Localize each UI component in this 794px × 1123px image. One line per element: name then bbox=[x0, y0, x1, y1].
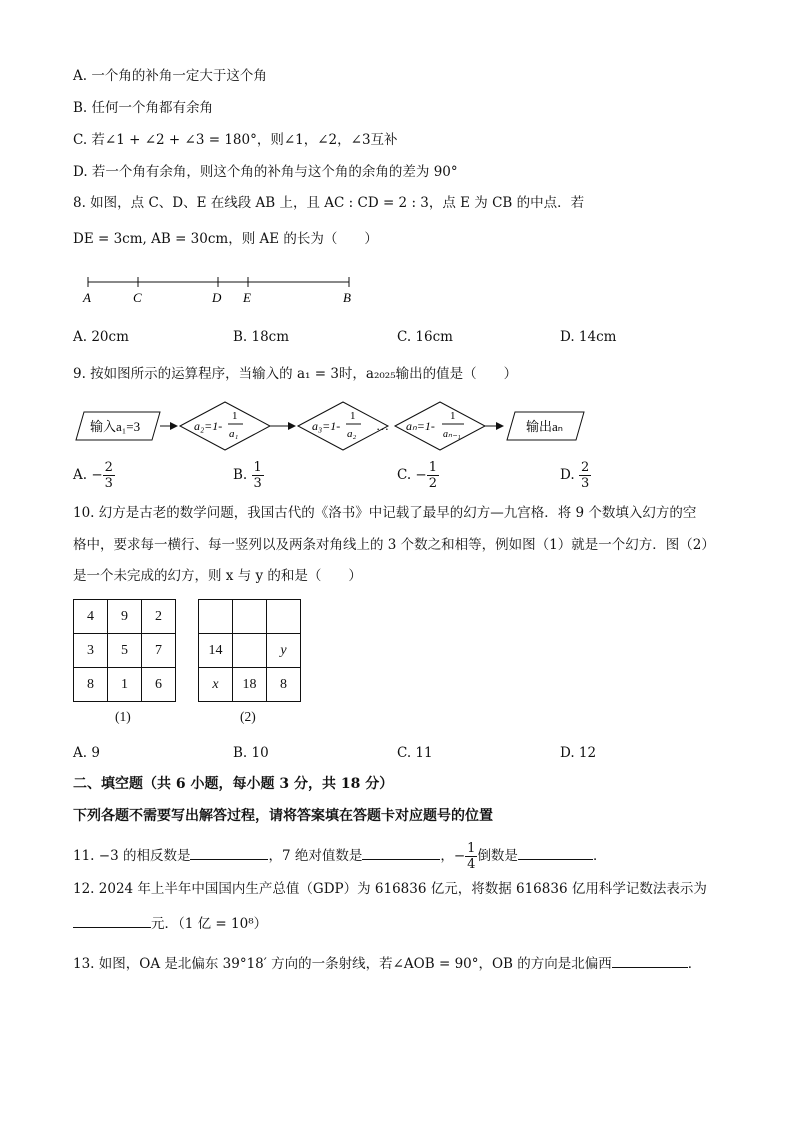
q8-option-b: B. 18cm bbox=[233, 329, 290, 345]
q11-blank-1[interactable] bbox=[190, 845, 268, 860]
point-label-e: E bbox=[243, 290, 251, 305]
grid1-cell: 3 bbox=[74, 634, 108, 668]
q8-option-a: A. 20cm bbox=[73, 329, 129, 345]
q13-blank[interactable] bbox=[612, 953, 688, 968]
grid1-cell: 5 bbox=[108, 634, 142, 668]
q9-option-b-den: 3 bbox=[253, 476, 262, 491]
diamond2-left: a₃=1- bbox=[312, 419, 341, 433]
q9-option-d-den: 3 bbox=[580, 476, 590, 491]
q7-option-a: A. 一个角的补角一定大于这个角 bbox=[73, 68, 267, 84]
q10-option-c: C. 11 bbox=[397, 745, 433, 761]
q11-part2: ，7 绝对值数是 bbox=[268, 848, 363, 864]
section-instruction: 下列各题不需要写出解答过程，请将答案填在答题卡对应题号的位置 bbox=[73, 808, 493, 824]
q13-end: ． bbox=[687, 956, 702, 972]
grid1-caption: (1) bbox=[115, 709, 131, 724]
q9-option-b-num: 1 bbox=[253, 460, 262, 475]
grid2-cell bbox=[267, 600, 301, 634]
magic-square-1 bbox=[73, 599, 176, 702]
grid2-cell: y bbox=[267, 634, 301, 668]
q11-blank-3[interactable] bbox=[518, 845, 593, 860]
q12-blank[interactable] bbox=[73, 913, 151, 928]
q9-option-b bbox=[233, 460, 264, 491]
diamond2-num: 1 bbox=[350, 410, 356, 422]
segment-diagram bbox=[78, 272, 378, 312]
grid2-cell: x bbox=[199, 668, 233, 702]
point-label-b: B bbox=[343, 290, 351, 305]
q12-line2 bbox=[73, 913, 267, 934]
point-label-a: A bbox=[83, 290, 91, 305]
q12-line2-text: 元．（1 亿 = 10⁸） bbox=[151, 916, 268, 932]
q9-option-c-den: 2 bbox=[428, 476, 438, 491]
q9-option-a-num: 2 bbox=[104, 460, 113, 475]
q11-blank-2[interactable] bbox=[362, 845, 440, 860]
grid2-cell bbox=[233, 634, 267, 668]
q10-option-b: B. 10 bbox=[233, 745, 269, 761]
q9-option-c bbox=[397, 460, 439, 491]
q7-option-c: C. 若∠1 + ∠2 + ∠3 = 180°，则∠1，∠2，∠3互补 bbox=[73, 132, 398, 148]
grid1-cell: 8 bbox=[74, 668, 108, 702]
q8-stem-line2: DE = 3cm, AB = 30cm，则 AE 的长为（ ） bbox=[73, 231, 378, 247]
diamond1-left: a₂=1- bbox=[194, 419, 223, 433]
grid2-cell: 14 bbox=[199, 634, 233, 668]
flowchart bbox=[70, 400, 590, 454]
q10-stem-line2: 格中，要求每一横行、每一竖列以及两条对角线上的 3 个数之和相等，例如图（1）就是一个幻方．图（2） bbox=[73, 537, 715, 553]
grid1-cell: 6 bbox=[142, 668, 176, 702]
q11-part3: ，− bbox=[440, 848, 466, 864]
q8-option-c: C. 16cm bbox=[397, 329, 453, 345]
diamond3-den: aₙ₋₁ bbox=[443, 429, 461, 440]
q7-option-d: D. 若一个角有余角，则这个角的补角与这个角的余角的差为 90° bbox=[73, 164, 458, 180]
q9-option-d-label: D. bbox=[560, 467, 579, 483]
q12-line1: 12. 2024 年上半年中国国内生产总值（GDP）为 616836 亿元，将数据 616836 亿用科学记数法表示为 bbox=[73, 881, 707, 897]
flow-ellipsis: … bbox=[376, 418, 389, 433]
q7-option-b: B. 任何一个角都有余角 bbox=[73, 100, 214, 116]
q11-frac-den: 4 bbox=[467, 857, 476, 872]
q8-stem-line1: 8. 如图，点 C、D、E 在线段 AB 上，且 AC : CD = 2 : 3，点 E 为 CB 的中点．若 bbox=[73, 195, 585, 211]
grid1-cell: 7 bbox=[142, 634, 176, 668]
grid2-caption: (2) bbox=[240, 709, 256, 724]
q8-option-d: D. 14cm bbox=[560, 329, 617, 345]
q11-end: ． bbox=[592, 848, 607, 864]
q13-line bbox=[73, 953, 701, 974]
q10-option-d: D. 12 bbox=[560, 745, 597, 761]
q10-stem-line3: 是一个未完成的幻方，则 x 与 y 的和是（ ） bbox=[73, 568, 362, 584]
q10-stem-line1: 10. 幻方是古老的数学问题，我国古代的《洛书》中记载了最早的幻方—九宫格．将 9 个数填入幻方的空 bbox=[73, 505, 697, 521]
q9-option-d bbox=[560, 460, 591, 491]
input-box-label: 输入a₁=3 bbox=[90, 419, 141, 434]
grid2-cell: 18 bbox=[233, 668, 267, 702]
q9-stem: 9. 按如图所示的运算程序，当输入的 a₁ = 3时，a₂₀₂₅输出的值是（ ） bbox=[73, 366, 518, 382]
grid1-cell: 9 bbox=[108, 600, 142, 634]
diamond3-left: aₙ=1- bbox=[406, 419, 435, 433]
q13-text: 13. 如图，OA 是北偏东 39°18′ 方向的一条射线，若∠AOB = 90°，OB 的方向是北偏西 bbox=[73, 956, 612, 972]
q9-option-c-num: 1 bbox=[428, 460, 438, 475]
magic-square-2 bbox=[198, 599, 301, 702]
q9-option-c-label: C. − bbox=[397, 467, 427, 483]
point-label-c: C bbox=[133, 290, 142, 305]
q9-option-a-label: A. − bbox=[73, 467, 103, 483]
grid1-cell: 2 bbox=[142, 600, 176, 634]
q10-option-a: A. 9 bbox=[73, 745, 100, 761]
grid1-cell: 4 bbox=[74, 600, 108, 634]
grid2-cell: 8 bbox=[267, 668, 301, 702]
q11-part1: 11. −3 的相反数是 bbox=[73, 848, 191, 864]
grid2-cell bbox=[233, 600, 267, 634]
q11-frac-num: 1 bbox=[467, 841, 476, 856]
q11-part4: 倒数是 bbox=[477, 848, 518, 864]
diamond1-den: a₁ bbox=[229, 428, 239, 440]
q11-line bbox=[73, 841, 606, 872]
diamond2-den: a₂ bbox=[347, 428, 357, 440]
q9-option-a-den: 3 bbox=[104, 476, 113, 491]
diamond3-num: 1 bbox=[450, 410, 456, 422]
grid2-cell bbox=[199, 600, 233, 634]
output-box-label: 输出aₙ bbox=[526, 419, 563, 434]
point-label-d: D bbox=[212, 290, 222, 305]
section-title: 二、填空题（共 6 小题，每小题 3 分，共 18 分） bbox=[73, 776, 394, 792]
grid1-cell: 1 bbox=[108, 668, 142, 702]
diamond1-num: 1 bbox=[232, 410, 238, 422]
q9-option-a bbox=[73, 460, 115, 491]
q9-option-b-label: B. bbox=[233, 467, 252, 483]
q9-option-d-num: 2 bbox=[580, 460, 590, 475]
